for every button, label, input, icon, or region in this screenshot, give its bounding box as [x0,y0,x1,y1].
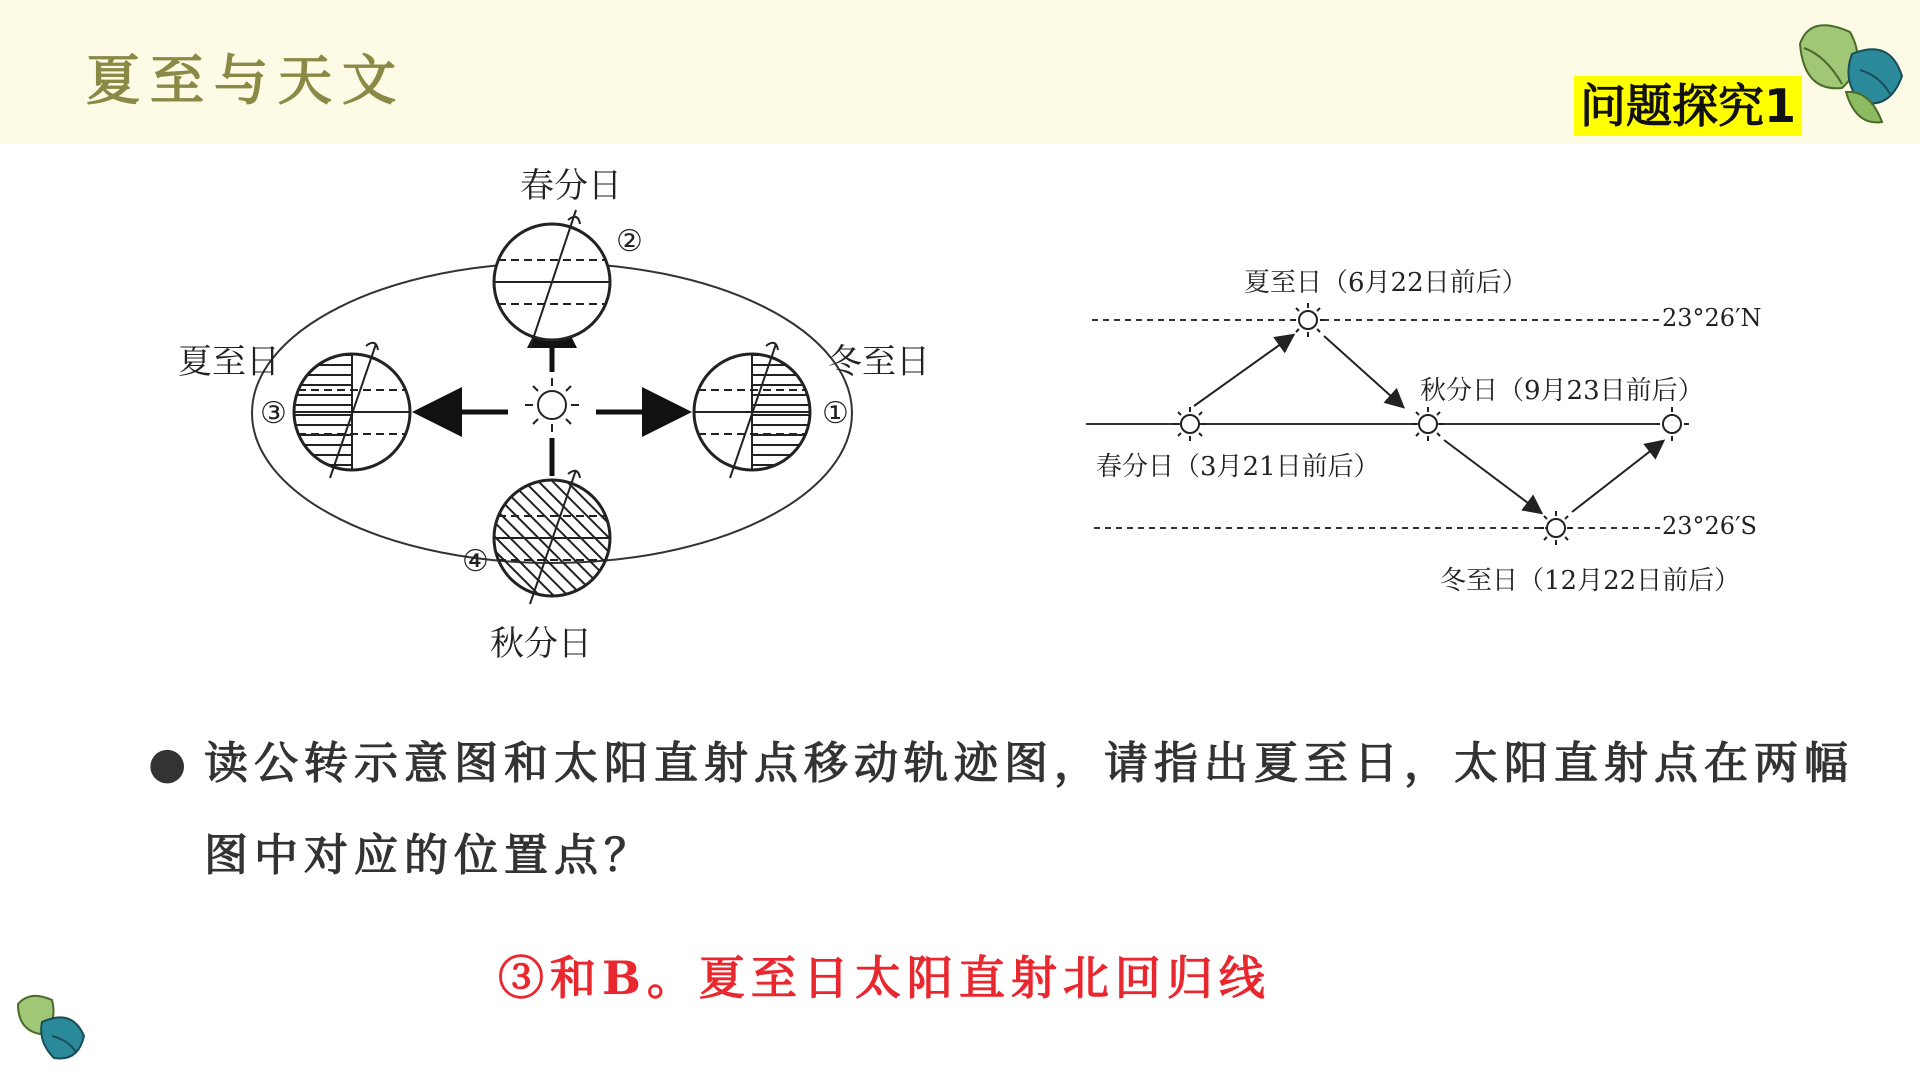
sun-icon [525,378,579,432]
track-label-spring: 春分日（3月21日前后） [1096,452,1380,482]
orbit-diagram [250,200,870,630]
answer-text: ③和B。夏至日太阳直射北回归线 [498,951,1271,1005]
header-band [0,0,1920,144]
label-winter-solstice: 冬至日 [828,342,930,382]
question-tag: 问题探究1 [1574,76,1802,136]
leaf-decoration-bottom-icon [12,990,92,1068]
earth-summer [294,343,410,478]
question-block [148,718,1868,902]
marker-1: ① [822,396,849,431]
marker-2: ② [616,224,643,259]
label-summer-solstice: 夏至日 [178,342,280,382]
earth-autumn [494,470,610,604]
earth-spring [494,210,610,348]
bullet-icon: ● [148,738,193,789]
track-label-south-tropic: 23°26′S [1662,512,1757,540]
label-autumn-equinox: 秋分日 [490,624,592,664]
sun-next-spring-icon [1654,406,1690,442]
page-title: 夏至与天文 [86,48,406,112]
question-text: 读公转示意图和太阳直射点移动轨迹图，请指出夏至日，太阳直射点在两幅图中对应的位置点？ [204,738,1854,881]
track-label-summer: 夏至日（6月22日前后） [1244,268,1528,298]
track-label-north-tropic: 23°26′N [1662,304,1762,332]
sun-summer-icon [1291,303,1325,337]
track-label-autumn: 秋分日（9月23日前后） [1420,376,1704,406]
marker-4: ④ [462,544,489,579]
marker-3: ③ [260,396,287,431]
leaf-decoration-icon [1790,14,1910,130]
label-spring-equinox: 春分日 [520,166,622,206]
track-label-winter: 冬至日（12月22日前后） [1440,566,1741,596]
sun-track-diagram [1080,300,1670,560]
earth-winter [694,343,810,478]
